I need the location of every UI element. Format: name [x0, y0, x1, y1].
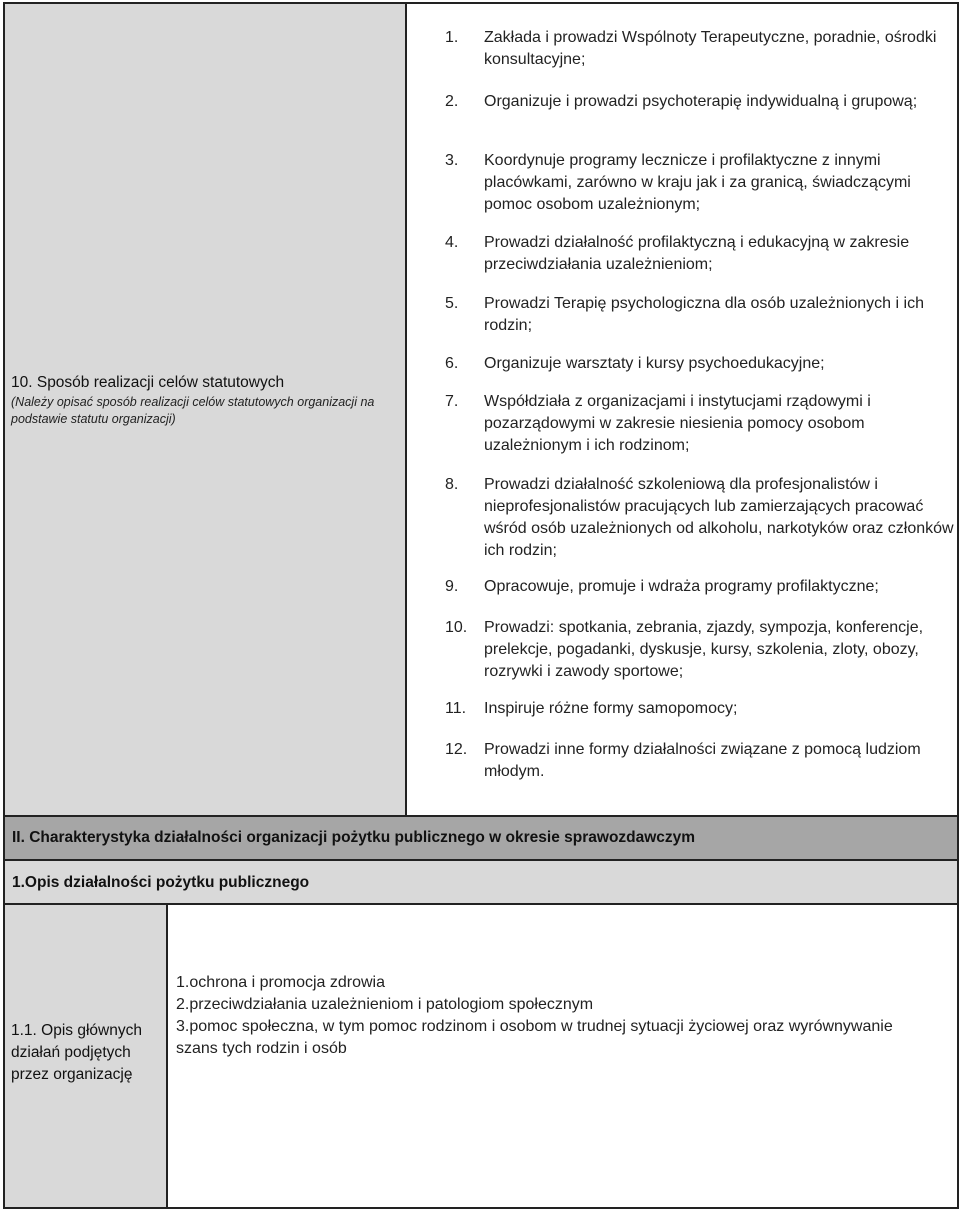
goal-item: 1. Zakłada i prowadzi Wspólnoty Terapeutyczne, poradnie, ośrodki konsultacyjne;	[445, 29, 937, 68]
activity-item: 3.pomoc społeczna, w tym pomoc rodzinom i osobom w trudnej sytuacji życiowej oraz wyrównywanie szans tych rodzin i osób	[176, 1018, 893, 1057]
goal-item: 2. Organizuje i prowadzi psychoterapię indywidualną i grupową;	[445, 93, 918, 110]
main-activities-label-cell	[5, 905, 168, 1207]
goal-item: 6. Organizuje warsztaty i kursy psychoedukacyjne;	[445, 355, 825, 372]
main-activities-table	[3, 905, 959, 1209]
statutory-goals-table	[3, 2, 959, 817]
activity-item: 2.przeciwdziałania uzależnieniom i patologiom społecznym	[176, 996, 594, 1013]
goal-item: 8. Prowadzi działalność szkoleniową dla profesjonalistów i nieprofesjonalistów pracujących lub zamierzających pracować wśród osób uzależnionych od alkoholu, narkotyków oraz członków ich rodzin;	[445, 476, 954, 559]
section-ii-title: II. Charakterystyka działalności organizacji pożytku publicznego w okresie sprawozdawczym	[12, 829, 696, 846]
main-activities-list	[176, 972, 936, 1060]
section-1-header	[3, 861, 959, 905]
activity-item: 1.ochrona i promocja zdrowia	[176, 974, 385, 991]
goal-item: 7. Współdziała z organizacjami i instytucjami rządowymi i pozarządowymi w zakresie niesienia pomocy osobom uzależnionym i ich rodzinom;	[445, 393, 871, 454]
main-activities-label: 1.1. Opis głównych działań podjętych przez organizację	[11, 1022, 142, 1083]
goal-item: 12. Prowadzi inne formy działalności związane z pomocą ludziom młodym.	[445, 741, 921, 780]
goal-item: 3. Koordynuje programy lecznicze i profilaktyczne z innymi placówkami, zarówno w kraju jak i za granicą, świadczącymi pomoc osobom uzależnionym;	[445, 152, 911, 213]
statutory-goals-label-cell	[5, 4, 407, 815]
goal-item: 11. Inspiruje różne formy samopomocy;	[445, 700, 738, 717]
goal-item: 10. Prowadzi: spotkania, zebrania, zjazdy, sympozja, konferencje, prelekcje, pogadanki, dyskusje, kursy, szkolenia, zloty, obozy, rozrywki i zawody sportowe;	[445, 619, 924, 680]
goal-item: 5. Prowadzi Terapię psychologiczna dla osób uzależnionych i ich rodzin;	[445, 295, 924, 334]
statutory-goals-label: 10. Sposób realizacji celów statutowych	[11, 374, 285, 391]
goal-item: 4. Prowadzi działalność profilaktyczną i edukacyjną w zakresie przeciwdziałania uzależnieniom;	[445, 234, 910, 273]
section-1-title: 1.Opis działalności pożytku publicznego	[12, 874, 310, 891]
section-ii-header	[3, 817, 959, 861]
statutory-goals-hint: (Należy opisać sposób realizacji celów statutowych organizacji na podstawie statutu organizacji)	[11, 395, 375, 426]
goal-item: 9. Opracowuje, promuje i wdraża programy profilaktyczne;	[445, 578, 879, 595]
